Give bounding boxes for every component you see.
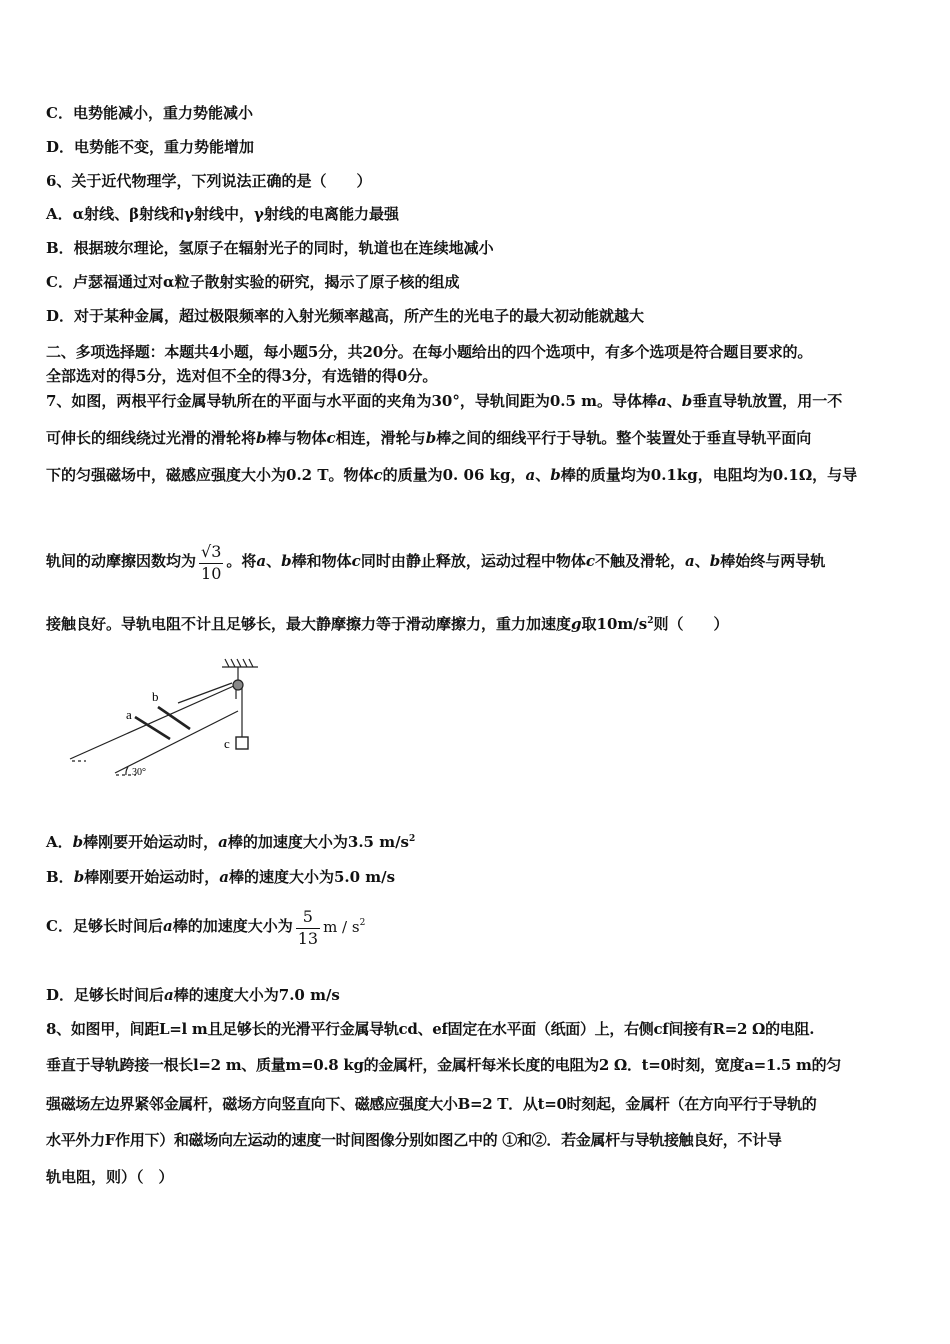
option-c-q6: C．卢瑟福通过对α粒子散射实验的研究，揭示了原子核的组成 bbox=[46, 273, 460, 291]
friction-coefficient-fraction: $\frac{√3}{10}$ bbox=[201, 541, 222, 583]
q7-line-3: 下的匀强磁场中，磁感应强度大小为0.2 T。物体c的质量为0. 06 kg，a、b棒的质量均为0.1kg，电阻均为0.1Ω，与导 bbox=[46, 466, 858, 484]
block-c bbox=[236, 737, 248, 749]
label-c: c bbox=[224, 736, 230, 751]
q7-option-b: B．b棒刚要开始运动时，a棒的速度大小为5.0 m/s bbox=[46, 868, 396, 886]
ceiling-hatch bbox=[225, 659, 229, 667]
q7-line-1: 7、如图，两根平行金属导轨所在的平面与水平面的夹角为30°，导轨间距为0.5 m。导体棒a、b垂直导轨放置，用一不 bbox=[46, 392, 843, 410]
option-a-q6: A．α射线、β射线和γ射线中，γ射线的电离能力最强 bbox=[46, 205, 399, 223]
q7-option-a: A．b棒刚要开始运动时，a棒的加速度大小为3.5 $m/s^2$ bbox=[46, 833, 416, 851]
ceiling-hatch bbox=[249, 659, 253, 667]
incline-rails-diagram bbox=[60, 655, 280, 785]
section-2-heading: 二、多项选择题：本题共4小题，每小题5分，共20分。在每小题给出的四个选项中，有多个选项是符合题目要求的。 bbox=[46, 343, 813, 361]
q8-line-1: 8、如图甲，间距L=l m且足够长的光滑平行金属导轨cd、ef固定在水平面（纸面）上，右侧cf间接有R=2 Ω的电阻. bbox=[46, 1020, 815, 1038]
angle-arc bbox=[126, 767, 128, 775]
pulley bbox=[233, 680, 243, 690]
option-c-fraction: $\frac{5}{13}$ bbox=[297, 906, 319, 948]
q8-line-4: 水平外力F作用下）和磁场向左运动的速度一时间图像分别如图乙中的 ①和②．若金属杆与导轨接触良好，不计导 bbox=[46, 1131, 782, 1149]
option-d-q6: D．对于某种金属，超过极限频率的入射光频率越高，所产生的光电子的最大初动能就越大 bbox=[46, 307, 645, 325]
q7-option-c: C．足够长时间后a棒的加速度大小为 $\frac{5}{13}$ m / $s^2$ bbox=[46, 906, 366, 948]
q7-line-2: 可伸长的细线绕过光滑的滑轮将b棒与物体c相连，滑轮与b棒之间的细线平行于导轨。整个装置处于垂直导轨平面向 bbox=[46, 429, 812, 447]
option-c-q5: C．电势能减小，重力势能减小 bbox=[46, 104, 253, 122]
ceiling-hatch bbox=[231, 659, 235, 667]
string-to-pulley bbox=[178, 683, 232, 703]
q7-option-d: D．足够长时间后a棒的速度大小为7.0 m/s bbox=[46, 986, 340, 1004]
q8-line-2: 垂直于导轨跨接一根长l=2 m、质量m=0.8 kg的金属杆，金属杆每米长度的电阻为2 Ω．t=0时刻，宽度a=1.5 m的匀 bbox=[46, 1056, 841, 1074]
ceiling-hatch bbox=[237, 659, 241, 667]
label-b: b bbox=[152, 689, 159, 704]
question-6-stem: 6、关于近代物理学，下列说法正确的是（ ） bbox=[46, 172, 372, 190]
label-angle: 30° bbox=[132, 767, 146, 778]
ceiling-hatch bbox=[243, 659, 247, 667]
q7-line-4: 轨间的动摩擦因数均为 $\frac{√3}{10}$ 。将a、b棒和物体c同时由静止释放，运动过程中物体c不触及滑轮，a、b棒始终与两导轨 bbox=[46, 541, 826, 583]
q7-line-5: 接触良好。导轨电阻不计且足够长，最大静摩擦力等于滑动摩擦力，重力加速度g取$10m/s^2$则（ ） bbox=[46, 615, 729, 633]
label-a: a bbox=[126, 707, 132, 722]
q8-line-3: 强磁场左边界紧邻金属杆，磁场方向竖直向下、磁感应强度大小B=2 T．从t=0时刻起，金属杆（在方向平行于导轨的 bbox=[46, 1095, 817, 1113]
option-b-q6: B．根据玻尔理论，氢原子在辐射光子的同时，轨道也在连续地减小 bbox=[46, 239, 494, 257]
section-2-scoring: 全部选对的得5分，选对但不全的得3分，有选错的得0分。 bbox=[46, 367, 438, 385]
q8-line-5: 轨电阻，则）（ ） bbox=[46, 1168, 174, 1186]
option-d-q5: D．电势能不变，重力势能增加 bbox=[46, 138, 255, 156]
